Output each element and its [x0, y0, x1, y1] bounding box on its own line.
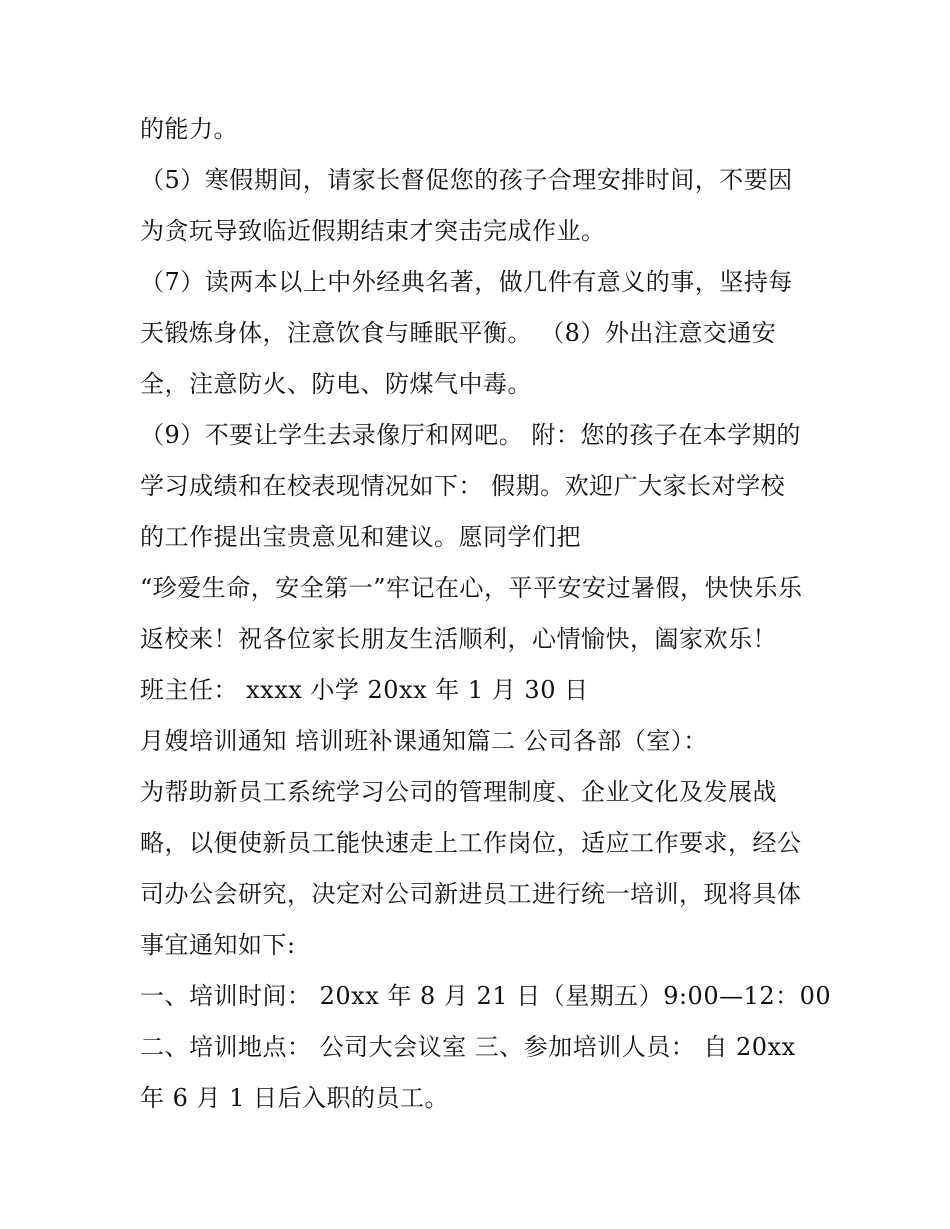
text-line: 天锻炼身体，注意饮食与睡眠平衡。 （8）外出注意交通安 [140, 319, 777, 347]
text-line: （9）不要让学生去录像厅和网吧。 附：您的孩子在本学期的 [140, 421, 801, 449]
body-text [140, 104, 830, 1124]
text-line: 年 6 月 1 日后入职的员工。 [140, 1084, 450, 1112]
text-line: 全，注意防火、防电、防煤气中毒。 [140, 370, 532, 398]
text-line: 司办公会研究，决定对公司新进员工进行统一培训，现将具体 [140, 880, 802, 908]
text-line: “珍爱生命，安全第一”牢记在心，平平安安过暑假，快快乐乐 [140, 574, 803, 602]
text-line: 为帮助新员工系统学习公司的管理制度、企业文化及发展战 [140, 778, 777, 806]
section-heading: 月嫂培训通知 培训班补课通知篇二 公司各部（室）： [140, 727, 708, 755]
text-line: 一、培训时间： 20xx 年 8 月 21 日（星期五）9:00—12：00 [140, 982, 832, 1010]
text-line: 略，以便使新员工能快速走上工作岗位，适应工作要求，经公 [140, 829, 802, 857]
text-line: 事宜通知如下: [140, 931, 296, 959]
text-line: 的能力。 [140, 115, 238, 143]
text-line: （5）寒假期间，请家长督促您的孩子合理安排时间，不要因 [140, 166, 793, 194]
text-line: 的工作提出宝贵意见和建议。愿同学们把 [140, 523, 581, 551]
text-line: 学习成绩和在校表现情况如下： 假期。欢迎广大家长对学校 [140, 472, 786, 500]
text-line: 二、培训地点： 公司大会议室 三、参加培训人员： 自 20xx [140, 1033, 796, 1061]
text-line: 返校来！祝各位家长朋友生活顺利，心情愉快，阖家欢乐！ [140, 625, 777, 653]
text-line: 为贪玩导致临近假期结束才突击完成作业。 [140, 217, 606, 245]
text-line: （7）读两本以上中外经典名著，做几件有意义的事，坚持每 [140, 268, 793, 296]
signature-line: 班主任： xxxx 小学 20xx 年 1 月 30 日 [140, 676, 589, 704]
